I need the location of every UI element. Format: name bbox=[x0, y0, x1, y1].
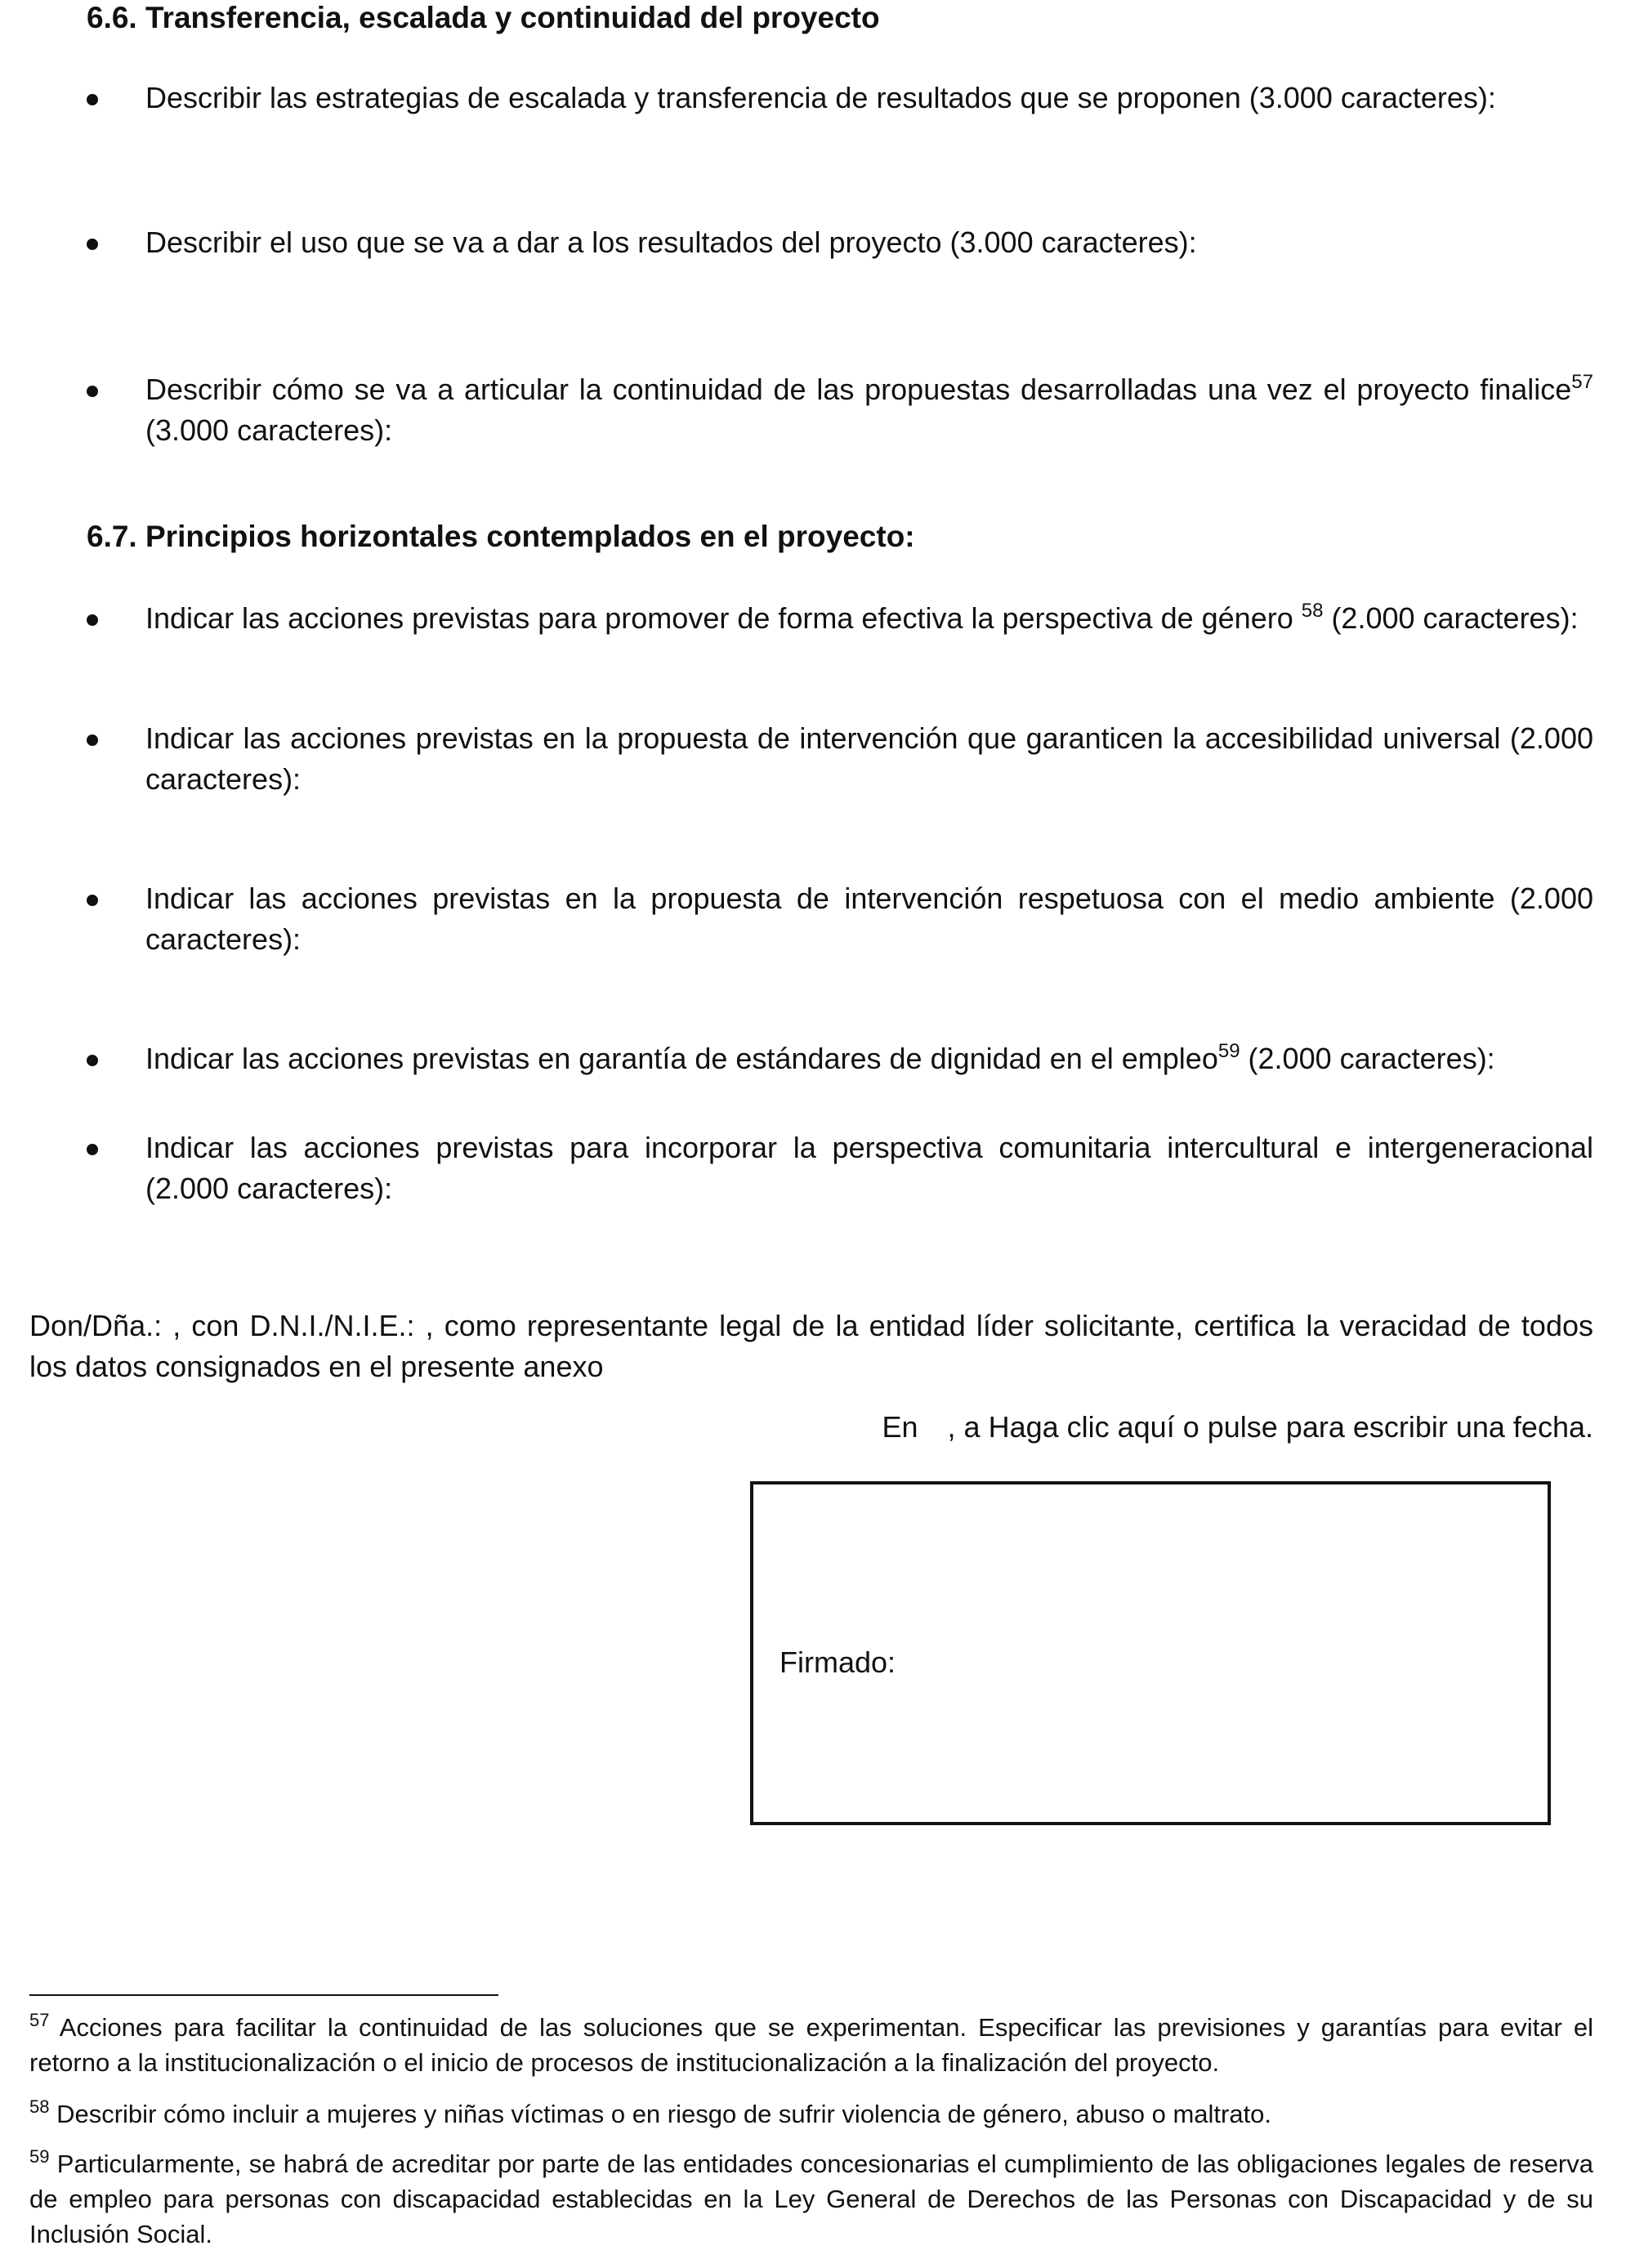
footnote-number: 59 bbox=[29, 2146, 50, 2167]
list-item-text: Indicar las acciones previstas para promover de forma efectiva la perspectiva de género $^{58}$ (2.000 caracteres): bbox=[145, 600, 1579, 635]
signature-label: Firmado: bbox=[779, 1645, 896, 1679]
bullet-icon bbox=[87, 1055, 98, 1066]
date-picker-field[interactable]: , a Haga clic aquí o pulse para escribir una fecha. bbox=[947, 1410, 1593, 1444]
list-item-text: Describir el uso que se va a dar a los resultados del proyecto (3.000 caracteres): bbox=[145, 225, 1197, 259]
bullet-icon bbox=[87, 94, 98, 105]
list-item-text: Describir cómo se va a articular la continuidad de las propuestas desarrolladas una vez el proyecto finalice$^{57}$ (3.000 caracteres): bbox=[145, 371, 1593, 447]
section-heading-6-7: 6.7. Principios horizontales contemplados en el proyecto: bbox=[87, 520, 915, 553]
bullet-icon bbox=[87, 734, 98, 746]
footnote-number: 58 bbox=[29, 2096, 50, 2117]
footnote-separator bbox=[29, 1994, 498, 1996]
footnote-57: $^{57}$ Acciones para facilitar la continuidad de las soluciones que se experimentan. Especificar las previsiones y garantías para evitar el retorno a la institucionalización o el inicio de procesos de institucionalización a la finalización del proyecto. bbox=[29, 2010, 1593, 2077]
bullet-icon bbox=[87, 895, 98, 906]
list-item-text: Indicar las acciones previstas en la propuesta de intervención respetuosa con el medio ambiente (2.000 caracteres): bbox=[145, 882, 1593, 956]
certification-statement: Don/Dña.: , con D.N.I./N.I.E.: , como representante legal de la entidad líder solicitante, certifica la veracidad de todos los datos consignados en el presente anexo bbox=[29, 1309, 1593, 1383]
list-item-text: Describir las estrategias de escalada y transferencia de resultados que se proponen (3.000 caracteres): bbox=[145, 81, 1496, 114]
footnote-ref-59[interactable]: 59 bbox=[1217, 1040, 1240, 1062]
footnote-ref-58[interactable]: 58 bbox=[1301, 600, 1324, 622]
bullet-icon bbox=[87, 239, 98, 250]
footnote-number: 57 bbox=[29, 2010, 50, 2030]
date-prefix: En bbox=[882, 1410, 918, 1444]
list-item-text: Indicar las acciones previstas para incorporar la perspectiva comunitaria intercultural e intergeneracional (2.000 caracteres): bbox=[145, 1131, 1593, 1205]
bullet-icon bbox=[87, 614, 98, 626]
bullet-icon bbox=[87, 386, 98, 397]
section-heading-6-6: 6.6. Transferencia, escalada y continuidad del proyecto bbox=[87, 1, 880, 34]
list-item-text: Indicar las acciones previstas en garantía de estándares de dignidad en el empleo$^{59}$ (2.000 caracteres): bbox=[145, 1040, 1495, 1075]
list-item-text: Indicar las acciones previstas en la propuesta de intervención que garanticen la accesibilidad universal (2.000 caracteres): bbox=[145, 721, 1593, 796]
footnote-59: $^{59}$ Particularmente, se habrá de acreditar por parte de las entidades concesionarias el cumplimiento de las obligaciones legales de reserva de empleo para personas con discapacidad establecidas en la Ley General de Derechos de las Personas con Discapacidad y de su Inclusión Social. bbox=[29, 2146, 1593, 2248]
bullet-icon bbox=[87, 1144, 98, 1155]
signature-box[interactable] bbox=[750, 1481, 1551, 1825]
date-line bbox=[882, 1407, 1594, 1448]
footnote-58: $^{58}$ Describir cómo incluir a mujeres y niñas víctimas o en riesgo de sufrir violencia de género, abuso o maltrato. bbox=[29, 2096, 1272, 2128]
footnote-ref-57[interactable]: 57 bbox=[1571, 371, 1593, 393]
